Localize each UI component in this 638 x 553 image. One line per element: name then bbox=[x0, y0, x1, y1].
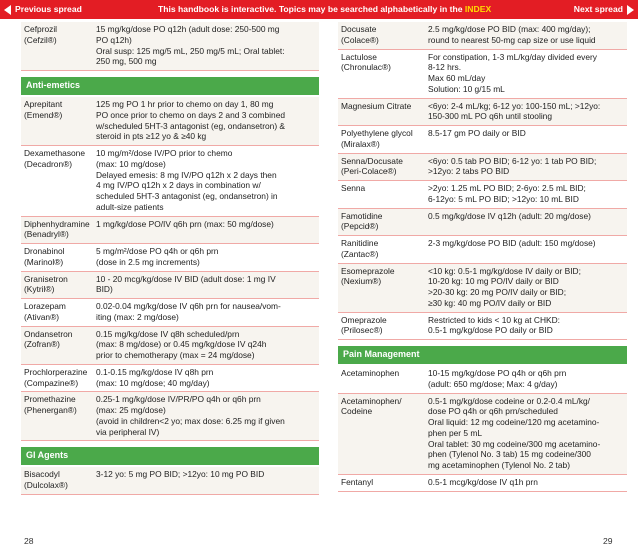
drug-name: Prochlorperazine (Compazine®) bbox=[24, 366, 88, 388]
drug-name: Esomeprazole (Nexium®) bbox=[341, 265, 395, 287]
drug-dosage: 0.02-0.04 mg/kg/dose IV q6h prn for nausea/vom- iting (max: 2 mg/dose) bbox=[96, 301, 281, 322]
drug-name: Lorazepam (Ativan®) bbox=[24, 301, 66, 322]
next-spread-button[interactable] bbox=[574, 4, 634, 15]
drug-dosage: 3-12 yo: 5 mg PO BID; >12yo: 10 mg PO BID bbox=[96, 469, 265, 480]
drug-dosage: 10 - 20 mcg/kg/dose IV BID (adult dose: 1 mg IV BID) bbox=[96, 273, 276, 295]
drug-dosage: 15 mg/kg/dose PO q12h (adult dose: 250-500 mg PO q12h) Oral susp: 125 mg/5 mL, 250 mg/5 mL; Oral tablet: 250 mg, 500 mg bbox=[96, 24, 285, 67]
drug-row bbox=[338, 475, 627, 492]
drug-row bbox=[21, 299, 319, 327]
drug-row bbox=[21, 244, 319, 272]
left-page-table bbox=[21, 22, 319, 495]
drug-row bbox=[21, 217, 319, 245]
drug-dosage: >2yo: 1.25 mL PO BID; 2-6yo: 2.5 mL BID; 6-12yo: 5 mL PO BID; >12yo: 10 mL BID bbox=[428, 183, 586, 204]
next-spread-label: Next spread bbox=[573, 4, 623, 14]
drug-name: Granisetron (Kytril®) bbox=[24, 273, 68, 295]
drug-name: Magnesium Citrate bbox=[341, 100, 412, 111]
previous-spread-label: Previous spread bbox=[15, 4, 82, 14]
drug-name: Lactulose (Chronulac®) bbox=[341, 51, 391, 73]
drug-name: Polyethylene glycol (Miralax®) bbox=[341, 128, 413, 149]
drug-name: Dronabinol (Marinol®) bbox=[24, 246, 65, 267]
drug-name: Famotidine (Pepcid®) bbox=[341, 210, 383, 232]
index-link[interactable]: INDEX bbox=[464, 4, 492, 14]
drug-dosage: 2.5 mg/kg/dose PO BID (max: 400 mg/day); round to nearest 50-mg cap size or use liquid bbox=[428, 24, 596, 45]
drug-name: Omeprazole (Prilosec®) bbox=[341, 314, 387, 336]
previous-spread-button[interactable] bbox=[4, 4, 82, 15]
drug-row bbox=[338, 209, 627, 237]
drug-row bbox=[338, 394, 627, 475]
drug-dosage: <10 kg: 0.5-1 mg/kg/dose IV daily or BID; 10-20 kg: 10 mg PO/IV daily or BID >20-30 kg: 20 mg PO/IV daily or BID; ≥30 kg: 40 mg PO/IV daily or BID bbox=[428, 265, 581, 308]
drug-name: Senna bbox=[341, 183, 366, 193]
drug-dosage: <6yo: 0.5 tab PO BID; 6-12 yo: 1 tab PO BID; >12yo: 2 tabs PO BID bbox=[428, 155, 597, 177]
drug-name: Acetaminophen/ Codeine bbox=[341, 395, 402, 417]
drug-row bbox=[21, 467, 319, 495]
drug-dosage: 10 mg/m²/dose IV/PO prior to chemo (max: 10 mg/dose) Delayed emesis: 8 mg IV/PO q12h x 2 days then 4 mg IV/PO q12h x 2 days in combination w/ scheduled 5HT-3 antagonist (eg, ondansetron) in adult-size patients bbox=[96, 148, 278, 212]
drug-dosage: 8.5-17 gm PO daily or BID bbox=[428, 128, 526, 138]
drug-dosage: 0.15 mg/kg/dose IV q8h scheduled/prn (max: 8 mg/dose) or 0.45 mg/kg/dose IV q24h prior to chemotherapy (max = 24 mg/dose) bbox=[96, 328, 267, 360]
arrow-right-icon bbox=[627, 5, 634, 15]
drug-row bbox=[21, 272, 319, 300]
notice-text: This handbook is interactive. Topics may be searched alphabetically in the bbox=[158, 4, 465, 14]
drug-row bbox=[338, 366, 627, 394]
section-header: GI Agents bbox=[21, 447, 319, 465]
drug-name: Aprepitant (Emend®) bbox=[24, 99, 63, 120]
drug-row bbox=[21, 327, 319, 365]
drug-dosage: For constipation, 1-3 mL/kg/day divided every 8-12 hrs. Max 60 mL/day Solution: 10 g/15 mL bbox=[428, 51, 597, 94]
drug-row bbox=[338, 50, 627, 99]
drug-row bbox=[338, 181, 627, 209]
page-number-right: 29 bbox=[603, 536, 613, 546]
arrow-left-icon bbox=[4, 5, 11, 15]
drug-name: Ondansetron (Zofran®) bbox=[24, 328, 73, 350]
section-header: Pain Management bbox=[338, 346, 627, 364]
drug-dosage: 2-3 mg/kg/dose PO BID (adult: 150 mg/dose) bbox=[428, 238, 596, 248]
drug-name: Bisacodyl (Dulcolax®) bbox=[24, 469, 68, 490]
drug-name: Senna/Docusate (Peri-Colace®) bbox=[341, 155, 403, 177]
drug-dosage: <6yo: 2-4 mL/kg; 6-12 yo: 100-150 mL; >12yo: 150-300 mL PO q6h until stooling bbox=[428, 100, 601, 122]
drug-row bbox=[21, 365, 319, 393]
drug-row bbox=[21, 392, 319, 441]
drug-dosage: Restricted to kids < 10 kg at CHKD: 0.5-1 mg/kg/dose PO daily or BID bbox=[428, 314, 560, 336]
drug-name: Docusate (Colace®) bbox=[341, 24, 379, 45]
top-navigation-bar bbox=[0, 0, 638, 19]
drug-dosage: 125 mg PO 1 hr prior to chemo on day 1, 80 mg PO once prior to chemo on days 2 and 3 combined w/scheduled 5HT-3 antagonist (eg, ondansetron) & steroid in pts ≥12 yo & ≥40 kg bbox=[96, 99, 286, 142]
drug-row bbox=[21, 22, 319, 71]
drug-row bbox=[338, 236, 627, 264]
interactive-notice bbox=[158, 4, 491, 15]
drug-dosage: 0.5-1 mcg/kg/dose IV q1h prn bbox=[428, 476, 538, 487]
drug-dosage: 1 mg/kg/dose PO/IV q6h prn (max: 50 mg/dose) bbox=[96, 218, 274, 229]
drug-row bbox=[338, 154, 627, 182]
drug-name: Dexamethasone (Decadron®) bbox=[24, 148, 85, 169]
drug-name: Fentanyl bbox=[341, 476, 374, 487]
drug-name: Ranitidine (Zantac®) bbox=[341, 238, 379, 259]
drug-row bbox=[338, 99, 627, 127]
drug-row bbox=[338, 22, 627, 50]
drug-row bbox=[21, 146, 319, 217]
drug-dosage: 0.1-0.15 mg/kg/dose IV q8h prn (max: 10 mg/dose; 40 mg/day) bbox=[96, 366, 214, 388]
drug-dosage: 0.5-1 mg/kg/dose codeine or 0.2-0.4 mL/kg/ dose PO q4h or q6h prn/scheduled Oral liquid: 12 mg codeine/120 mg acetamino- phen per 5 mL Oral tablet: 30 mg codeine/300 mg acetamino- phen (Tylenol No. 3 tab) 15 mg codeine/300 mg acetaminophen (Tylenol No. 2 tab) bbox=[428, 395, 601, 470]
page-number-left: 28 bbox=[24, 536, 34, 546]
drug-row bbox=[338, 264, 627, 313]
drug-row bbox=[21, 97, 319, 146]
section-header: Anti-emetics bbox=[21, 77, 319, 95]
drug-name: Cefprozil (Cefzil®) bbox=[24, 24, 58, 45]
drug-row bbox=[338, 313, 627, 341]
drug-dosage: 5 mg/m²/dose PO q4h or q6h prn (dose in 2.5 mg increments) bbox=[96, 246, 219, 267]
right-page-table bbox=[338, 22, 627, 492]
drug-dosage: 10-15 mg/kg/dose PO q4h or q6h prn (adult: 650 mg/dose; Max: 4 g/day) bbox=[428, 368, 567, 389]
drug-name: Diphenhydramine (Benadryl®) bbox=[24, 218, 90, 240]
drug-row bbox=[338, 126, 627, 154]
drug-name: Promethazine (Phenergan®) bbox=[24, 394, 77, 415]
drug-dosage: 0.5 mg/kg/dose IV q12h (adult: 20 mg/dose) bbox=[428, 210, 591, 221]
drug-dosage: 0.25-1 mg/kg/dose IV/PR/PO q4h or q6h prn (max: 25 mg/dose) (avoid in children<2 yo; max dose: 6.25 mg if given via peripheral IV) bbox=[96, 394, 285, 437]
drug-name: Acetaminophen bbox=[341, 368, 400, 378]
